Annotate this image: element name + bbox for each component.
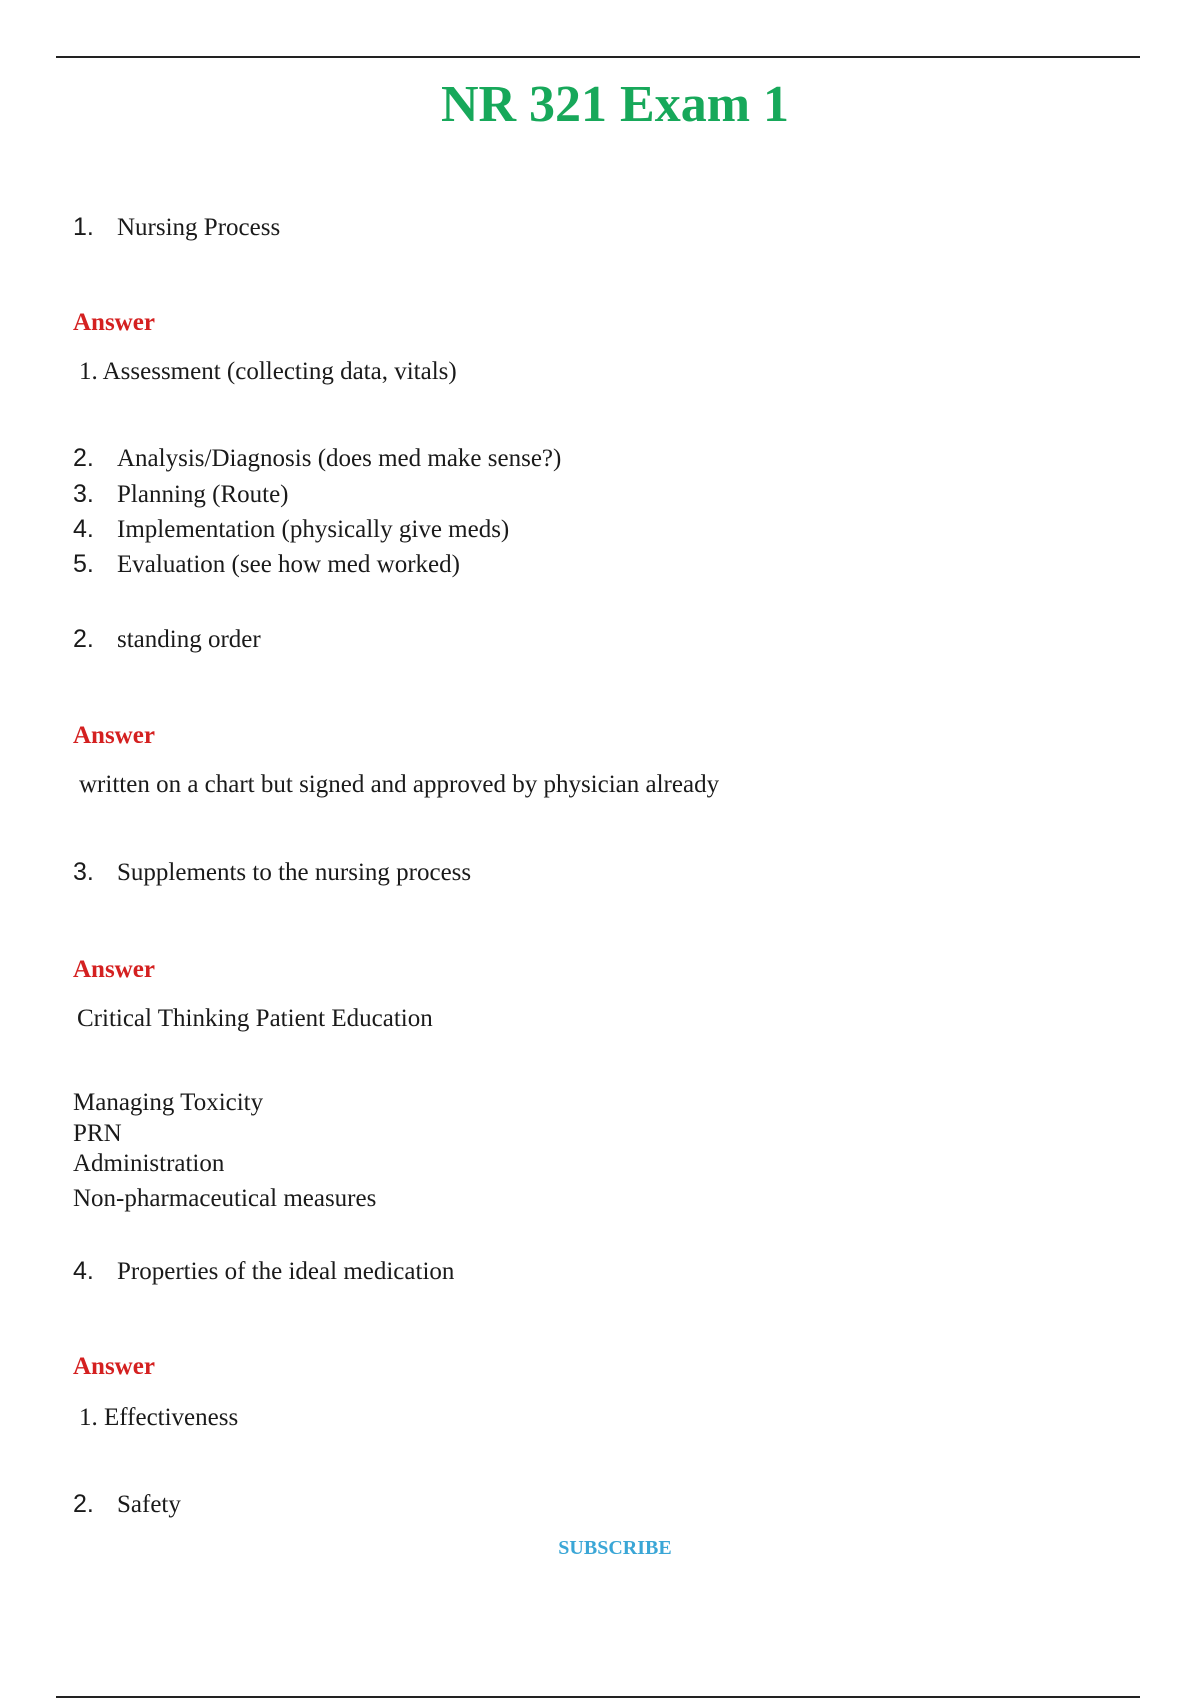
list-number: 4. (73, 515, 94, 543)
answer-line: Non-pharmaceutical measures (73, 1185, 377, 1212)
question-3 (73, 857, 471, 887)
answer-line: PRN (73, 1120, 122, 1147)
question-number: 3. (73, 858, 94, 886)
list-text: Evaluation (see how med worked) (117, 551, 460, 578)
list-item (73, 514, 509, 544)
list-text: Safety (117, 1491, 181, 1518)
question-text: Supplements to the nursing process (117, 859, 472, 886)
list-number: 5. (73, 550, 94, 578)
list-text: Planning (Route) (117, 481, 289, 508)
question-number: 4. (73, 1257, 94, 1285)
answer-line: Managing Toxicity (73, 1089, 264, 1116)
subscribe-link[interactable]: SUBSCRIBE (558, 1537, 672, 1559)
list-number: 2. (73, 444, 94, 472)
answer-label: Answer (73, 722, 155, 749)
list-item (73, 443, 561, 473)
bottom-rule (56, 1696, 1140, 1698)
answer-line: Administration (73, 1150, 225, 1177)
answer-text: written on a chart but signed and approved by physician already (79, 771, 720, 798)
question-4 (73, 1256, 454, 1286)
list-text: Analysis/Diagnosis (does med make sense?) (117, 445, 562, 472)
page-title: NR 321 Exam 1 (440, 76, 790, 133)
list-item (73, 1489, 181, 1519)
question-2 (73, 624, 261, 654)
list-text: Implementation (physically give meds) (117, 516, 510, 543)
answer-text: 1. Effectiveness (79, 1404, 239, 1431)
answer-label: Answer (73, 956, 155, 983)
answer-text: 1. Assessment (collecting data, vitals) (79, 358, 457, 385)
list-item (73, 549, 460, 579)
answer-label: Answer (73, 309, 155, 336)
question-text: Properties of the ideal medication (117, 1258, 455, 1285)
list-number: 2. (73, 1490, 94, 1518)
top-rule (56, 56, 1140, 58)
list-number: 3. (73, 480, 94, 508)
question-1 (73, 212, 280, 242)
answer-label: Answer (73, 1353, 155, 1380)
question-number: 2. (73, 625, 94, 653)
question-text: standing order (117, 626, 261, 653)
question-text: Nursing Process (117, 214, 281, 241)
list-item (73, 479, 289, 509)
answer-text: Critical Thinking Patient Education (77, 1005, 433, 1032)
question-number: 1. (73, 213, 94, 241)
